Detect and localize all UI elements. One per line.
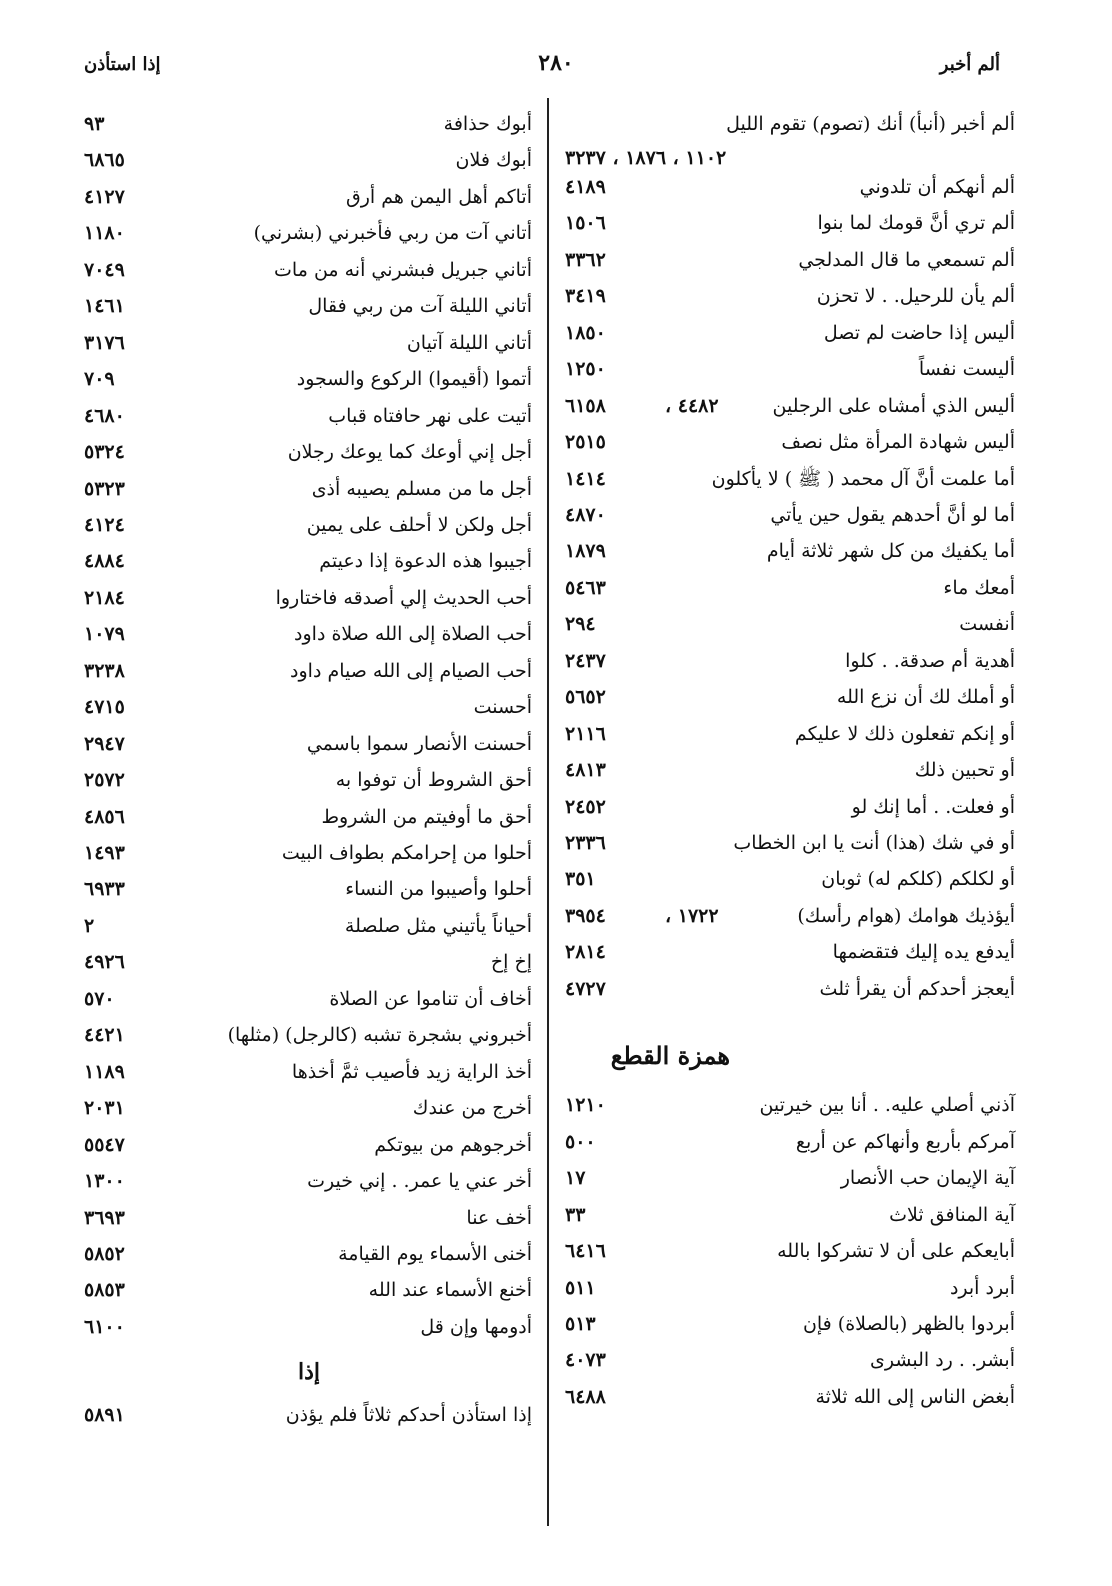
entry-text: أليست نفساً [918,358,1015,381]
entry-text: ألم أنهكم أن تلدوني [859,175,1015,198]
entry-text: أخنع الأسماء عند الله [368,1279,532,1302]
section-heading: همزة القطع [610,1041,730,1071]
entry-hadith-number: ١٨٥٠ [565,321,606,344]
entry-text: آذني أصلي عليه. . أنا بين خيرتين [759,1094,1015,1117]
entry-text: أمعك ماء [943,576,1015,599]
running-head-first-entry: ألم أخبر [939,54,1000,75]
index-entry [84,327,532,359]
entry-text: أتاني الليلة آت من ربي فقال [308,295,532,318]
index-entry [565,827,1015,859]
index-column-right [565,100,1015,1525]
index-entry [565,572,1015,604]
index-entry [565,973,1015,1005]
index-entry [84,582,532,614]
index-entry [565,718,1015,750]
index-entry [565,1272,1015,1304]
entry-hadith-number: ٤١٢٤ [84,513,125,536]
entry-text: أيعجز أحدكم أن يقرأ ثلث [819,977,1015,1000]
index-entry [565,791,1015,823]
entry-hadith-number: ٣٤١٩ [565,285,606,308]
entry-text: أحب الصيام إلى الله صيام داود [290,659,532,682]
section-heading: إذا [297,1359,320,1386]
entry-text: أجل إني أوعك كما يوعك رجلان [287,441,532,464]
entry-hadith-number: ٢٨١٤ [565,941,606,964]
entry-hadith-number: ٦٩٣٣ [84,878,125,901]
page-header [0,0,1112,100]
entry-hadith-number: ٦١٥٨ [565,394,606,417]
entry-text: أبايعكم على أن لا تشركوا بالله [777,1240,1015,1263]
entry-hadith-number: ١٤٦١ [84,295,125,318]
index-entry [565,754,1015,786]
index-entry [84,181,532,213]
entry-text: أو لكلكم (كلكم له) ثوبان [821,868,1015,891]
index-entry [84,946,532,978]
entry-hadith-number: ٥١١ [565,1276,596,1299]
index-entry [84,436,532,468]
index-entry [565,426,1015,458]
index-entry [84,1238,532,1270]
index-entry [565,390,1015,422]
index-entry [84,728,532,760]
entry-hadith-number: ٣٣ [565,1203,586,1226]
index-entry [84,1399,532,1431]
entry-hadith-number: ٢٩٤ [565,613,596,636]
page-number: ٢٨٠ [538,50,574,76]
index-entry [84,691,532,723]
index-entry [565,108,1015,169]
entry-hadith-number: ١١٨٠ [84,222,125,245]
entry-text: أجل ما من مسلم يصيبه أذى [311,477,532,500]
index-entry [84,363,532,395]
entry-text: أجيبوا هذه الدعوة إذا دعيتم [319,550,532,573]
entry-text: أحق الشروط أن توفوا به [335,769,532,792]
index-entry [565,1235,1015,1267]
entry-text: أليس شهادة المرأة مثل نصف [781,431,1015,454]
entry-text: إذا استأذن أحدكم ثلاثاً فلم يؤذن [285,1404,532,1427]
entry-hadith-number: ٢٠٣١ [84,1097,125,1120]
entry-continued-numbers: ١١٠٢ ، ١٨٧٦ ، ٣٢٣٧ [565,147,727,169]
index-entry [565,1344,1015,1376]
index-entry [84,983,532,1015]
entry-text: أليس الذي أمشاه على الرجلين [772,394,1015,417]
index-entry [84,545,532,577]
entry-text: أحب الحديث إلي أصدقه فاختاروا [275,586,532,609]
index-entry [84,1165,532,1197]
entry-hadith-number: ١٢٥٠ [565,358,606,381]
index-entry [565,1199,1015,1231]
entry-text: أتاني الليلة آتيان [406,331,532,354]
index-entry [565,280,1015,312]
entry-hadith-number: ٢٣٣٦ [565,832,606,854]
index-entry [84,1311,532,1343]
entry-text: أدومها وإن قل [420,1315,532,1338]
entry-text: أما يكفيك من كل شهر ثلاثة أيام [766,540,1015,563]
entry-text: أو في شك (هذا) أنت يا ابن الخطاب [733,832,1015,854]
index-entry [84,837,532,869]
entry-text: أخف عنا [466,1206,532,1229]
entry-hadith-number: ٥١٣ [565,1312,596,1335]
index-entry [565,1089,1015,1121]
index-entry [565,171,1015,203]
entry-hadith-number: ٦٤١٦ [565,1240,606,1263]
entry-text: أتموا (أقيموا) الركوع والسجود [296,368,532,391]
index-entry [84,400,532,432]
entry-text: أبوك حذافة [443,113,532,135]
entry-text: آمركم بأربع وأنهاكم عن أربع [795,1130,1015,1153]
index-entry [565,317,1015,349]
entry-hadith-number: ٤١٢٧ [84,185,125,208]
entry-hadith-number: ٤٦٨٠ [84,404,125,427]
entry-hadith-number: ٧٠٩ [84,368,115,391]
index-entry [84,655,532,687]
entry-text: أحسنت الأنصار سموا باسمي [306,732,532,755]
entry-text: أيؤذيك هوامك (هوام رأسك) [797,904,1015,927]
entry-hadith-number: ٢٥٧٢ [84,769,125,792]
entry-text: أبردوا بالظهر (بالصلاة) فإن [802,1312,1015,1335]
entry-text: أحب الصلاة إلى الله صلاة داود [294,623,532,646]
entry-text: أبرد أبرد [949,1276,1015,1299]
index-entry [565,900,1015,932]
entry-text: أخرجوهم من بيوتكم [374,1133,532,1156]
entry-text: ألم يأن للرحيل. . لا تحزن [816,285,1015,308]
index-entry [84,290,532,322]
index-entry [84,1202,532,1234]
entry-hadith-number: ٥٣٢٣ [84,477,125,500]
entry-hadith-number: ٤٠٧٣ [565,1349,606,1372]
index-entry [84,509,532,541]
index-entry [565,608,1015,640]
entry-text: إخ إخ [490,951,532,974]
index-entry [565,1126,1015,1158]
entry-hadith-number: ٥٤٦٣ [565,576,606,599]
entry-hadith-number: ٥٥٤٧ [84,1133,125,1156]
entry-text: أنفست [959,613,1015,636]
index-entry [84,217,532,249]
entry-hadith-number: ١٣٠٠ [84,1170,125,1193]
entry-hadith-number: ٢٩٤٧ [84,732,125,755]
entry-hadith-number: ٣٣٦٢ [565,248,606,271]
entry-text: أبغض الناس إلى الله ثلاثة [815,1385,1015,1408]
running-head-last-entry: إذا استأذن [84,54,161,75]
index-entry [84,254,532,286]
index-entry [565,645,1015,677]
entry-hadith-number: ٢٥١٥ [565,431,606,454]
index-entry [84,618,532,650]
index-entry [84,1129,532,1161]
entry-text: أجل ولكن لا أحلف على يمين [306,513,532,536]
index-entry [565,681,1015,713]
entry-text: أخنى الأسماء يوم القيامة [338,1242,532,1265]
entry-text: أحسنت [473,696,532,719]
entry-hadith-number: ٥٧٠ [84,987,115,1010]
index-entry [565,1308,1015,1340]
entry-hadith-number: ١٢١٠ [565,1094,606,1117]
entry-hadith-number: ٢٤٥٢ [565,795,606,818]
entry-hadith-number: ٤٤٢١ [84,1024,125,1047]
entry-hadith-number: ٣٢٣٨ [84,659,125,682]
index-entry [84,801,532,833]
entry-hadith-number: ٤٩٢٦ [84,951,125,974]
index-entry [565,535,1015,567]
entry-extra-number: ١٧٢٢ ، [665,904,719,927]
entry-hadith-number: ٥٠٠ [565,1130,596,1153]
entry-hadith-number: ٤٨٥٦ [84,805,125,828]
entry-hadith-number: ١٥٠٦ [565,212,606,235]
index-entry [84,764,532,796]
entry-hadith-number: ٥٨٥٢ [84,1242,125,1265]
entry-hadith-number: ٩٣ [84,113,105,135]
entry-hadith-number: ٣٩٥٤ [565,904,606,927]
index-entry [84,873,532,905]
entry-hadith-number: ١٤٩٣ [84,842,125,864]
entry-hadith-number: ٤٨١٣ [565,759,606,782]
entry-text: ألم تسمعي ما قال المدلجي [798,248,1015,271]
entry-text: آية الإيمان حب الأنصار [840,1167,1015,1190]
entry-text: أخر عني يا عمر. . إني خيرت [307,1170,532,1193]
entry-hadith-number: ٦١٠٠ [84,1315,125,1338]
entry-hadith-number: ٥٦٥٢ [565,686,606,709]
index-entry [84,1274,532,1306]
column-divider [547,98,549,1526]
entry-text: أو إنكم تفعلون ذلك لا عليكم [794,722,1015,745]
entry-text: أخبروني بشجرة تشبه (كالرجل) (مثلها) [227,1024,532,1047]
entry-hadith-number: ٥٨٥٣ [84,1279,125,1302]
entry-text: أما علمت أنَّ آل محمد ( ﷺ ) لا يأكلون [711,467,1015,490]
index-entry [565,499,1015,531]
entry-text: ألم أخبر (أنبأ) أنك (تصوم) تقوم الليل [726,113,1015,135]
entry-hadith-number: ٣١٧٦ [84,331,125,354]
entry-text: ألم تري أنَّ قومك لما بنوا [817,212,1015,235]
entry-hadith-number: ٤١٨٩ [565,175,606,198]
index-entry [565,353,1015,385]
entry-text: أهدية أم صدقة. . كلوا [845,649,1015,672]
entry-hadith-number: ٢٤٣٧ [565,649,606,672]
entry-text: أتيت على نهر حافتاه قباب [328,404,532,427]
entry-text: أخرج من عندك [412,1097,532,1120]
entry-hadith-number: ٧٠٤٩ [84,258,125,281]
entry-hadith-number: ٤٧١٥ [84,696,125,719]
index-entry [565,1162,1015,1194]
entry-text: أخاف أن تناموا عن الصلاة [329,987,532,1010]
entry-hadith-number: ٤٨٧٠ [565,503,606,526]
index-entry [565,207,1015,239]
index-entry [565,244,1015,276]
entry-text: أتاني جبريل فبشرني أنه من مات [274,258,532,281]
entry-hadith-number: ٥٨٩١ [84,1404,125,1427]
entry-text: أتاني آت من ربي فأخبرني (بشرني) [253,222,532,245]
index-entry [84,910,532,942]
index-entry [565,1381,1015,1413]
index-entry [84,144,532,176]
entry-hadith-number: ٢ [84,914,95,937]
index-entry [565,863,1015,895]
entry-hadith-number: ١٧ [565,1167,586,1190]
index-entry [84,1056,532,1088]
entry-hadith-number: ٦٤٨٨ [565,1385,606,1408]
index-entry [84,473,532,505]
index-entry [565,463,1015,495]
entry-hadith-number: ٣٥١ [565,868,596,891]
entry-text: أبوك فلان [455,149,532,172]
entry-hadith-number: ٤٨٨٤ [84,550,125,573]
entry-text: أحق ما أوفيتم من الشروط [321,805,532,828]
entry-text: أو تحبين ذلك [914,759,1015,782]
entry-text: آية المنافق ثلاث [889,1203,1015,1226]
index-entry [84,1092,532,1124]
entry-text: أحلوا من إحرامكم بطواف البيت [281,842,532,864]
entry-hadith-number: ٢١١٦ [565,722,606,745]
index-column-left [84,100,532,1525]
index-entry [565,936,1015,968]
entry-text: أو فعلت. . أما إنك لو [851,795,1015,818]
entry-extra-number: ٤٤٨٢ ، [665,394,719,417]
entry-hadith-number: ٤٧٢٧ [565,977,606,1000]
index-entry [84,108,532,140]
entry-hadith-number: ٦٨٦٥ [84,149,125,172]
entry-text: أحياناً يأتيني مثل صلصلة [344,914,532,937]
entry-hadith-number: ٥٣٢٤ [84,441,125,464]
entry-text: أو أملك لك أن نزع الله [836,686,1015,709]
entry-text: أتاكم أهل اليمن هم أرق [345,185,532,208]
entry-text: أحلوا وأصيبوا من النساء [345,878,532,901]
entry-text: أخذ الراية زيد فأصيب ثمَّ أخذها [291,1060,532,1083]
entry-hadith-number: ٣٦٩٣ [84,1206,125,1229]
entry-hadith-number: ١١٨٩ [84,1060,125,1083]
entry-text: أليس إذا حاضت لم تصل [823,321,1015,344]
entry-hadith-number: ١٤١٤ [565,467,606,490]
index-entry [84,1019,532,1051]
entry-hadith-number: ٢١٨٤ [84,586,125,609]
entry-hadith-number: ١٠٧٩ [84,623,125,646]
entry-text: أما لو أنَّ أحدهم يقول حين يأتي [770,503,1015,526]
entry-text: أيدفع يده إليك فتقضمها [832,941,1015,964]
entry-text: أبشر. . رد البشرى [870,1349,1015,1372]
entry-hadith-number: ١٨٧٩ [565,540,606,563]
